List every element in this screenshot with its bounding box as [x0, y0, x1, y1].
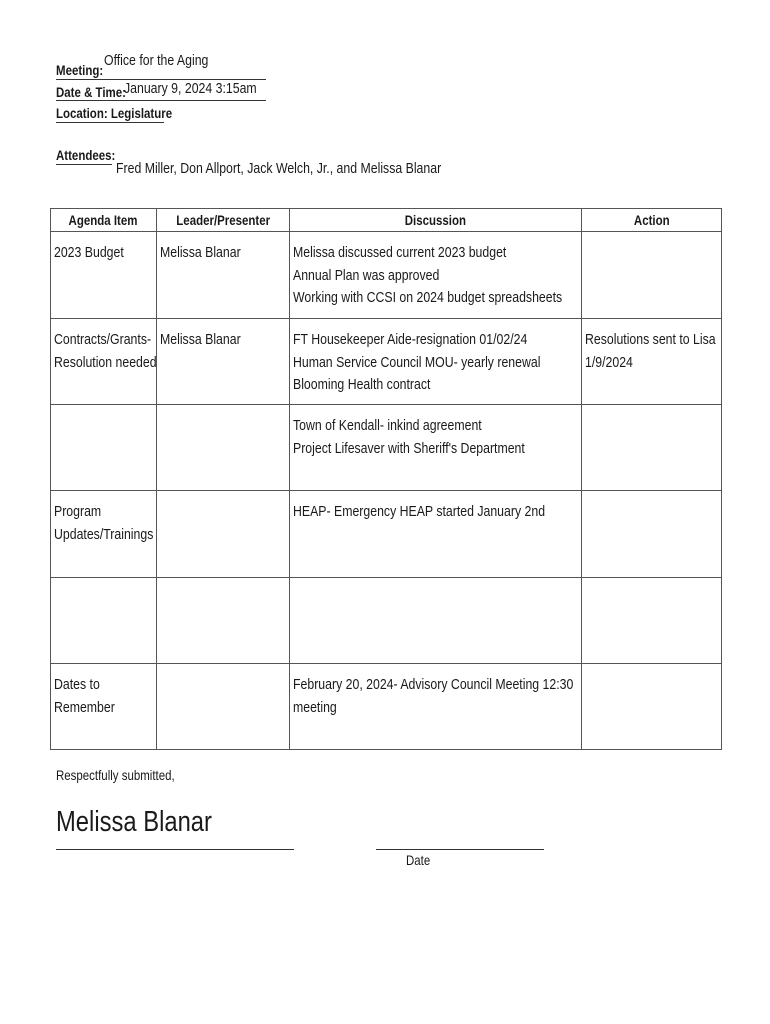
cell-line: Human Service Council MOU- yearly renewal — [293, 353, 541, 371]
leader-cell — [157, 319, 290, 405]
cell-line: Town of Kendall- inkind agreement — [293, 417, 482, 434]
table-row — [51, 491, 722, 578]
table-row — [51, 232, 722, 319]
cell-line: Melissa Blanar — [160, 244, 241, 261]
action-cell — [582, 664, 722, 750]
leader-cell — [157, 664, 290, 750]
column-header-action: Action — [582, 209, 722, 232]
leader-cell — [157, 578, 290, 664]
cell-line: Remember — [54, 698, 115, 716]
cell-line: Contracts/Grants- — [54, 331, 152, 348]
location-label: Location: Legislature — [56, 105, 173, 121]
discussion-cell — [290, 405, 582, 491]
date-line — [376, 849, 544, 850]
cell-line: Melissa Blanar — [160, 331, 241, 348]
cell-line: Dates to — [54, 676, 100, 693]
cell-line: 2023 Budget — [54, 244, 124, 261]
cell-line: Working with CCSI on 2024 budget spreadsheets — [293, 289, 563, 306]
leader-cell — [157, 405, 290, 491]
agenda-item-cell — [51, 664, 157, 750]
action-cell — [582, 491, 722, 578]
action-cell — [582, 405, 722, 491]
location-underline — [56, 122, 164, 123]
meeting-value: Office for the Aging — [104, 52, 209, 69]
cell-line: Program — [54, 503, 102, 520]
attendees-value: Fred Miller, Don Allport, Jack Welch, Jr., and Melissa Blanar — [116, 160, 442, 177]
table-row — [51, 664, 722, 750]
table-row — [51, 405, 722, 491]
cell-line: February 20, 2024- Advisory Council Meeting 12:30 — [293, 676, 574, 693]
column-header-agenda-item: Agenda Item — [51, 209, 157, 232]
agenda-item-cell — [51, 491, 157, 578]
leader-cell — [157, 232, 290, 319]
attendees-label: Attendees: — [56, 147, 116, 163]
table-row — [51, 319, 722, 405]
cell-line: 1/9/2024 — [585, 353, 633, 371]
cell-line: Annual Plan was approved — [293, 266, 440, 284]
discussion-cell — [290, 232, 582, 319]
respectfully-submitted: Respectfully submitted, — [56, 767, 175, 783]
discussion-cell — [290, 664, 582, 750]
meeting-label: Meeting: — [56, 62, 104, 78]
cell-line: Blooming Health contract — [293, 376, 431, 393]
action-cell — [582, 319, 722, 405]
agenda-table — [50, 208, 722, 750]
signature-name: Melissa Blanar — [56, 806, 212, 838]
table-header-row — [51, 209, 722, 232]
table-row — [51, 578, 722, 664]
attendees-underline — [56, 164, 112, 165]
signature-line — [56, 849, 294, 850]
cell-line: FT Housekeeper Aide-resignation 01/02/24 — [293, 331, 528, 348]
discussion-cell — [290, 491, 582, 578]
leader-cell — [157, 491, 290, 578]
datetime-value: January 9, 2024 3:15am — [124, 80, 257, 97]
cell-line: meeting — [293, 698, 337, 716]
column-header-leader: Leader/Presenter — [157, 209, 290, 232]
cell-line: Project Lifesaver with Sheriff's Department — [293, 439, 525, 457]
date-label: Date — [406, 852, 431, 868]
cell-line: Resolutions sent to Lisa — [585, 331, 716, 348]
agenda-item-cell — [51, 405, 157, 491]
agenda-item-cell — [51, 319, 157, 405]
column-header-discussion: Discussion — [290, 209, 582, 232]
agenda-item-cell — [51, 578, 157, 664]
datetime-label: Date & Time: — [56, 84, 126, 100]
discussion-cell — [290, 578, 582, 664]
datetime-underline — [56, 100, 266, 101]
cell-line: Melissa discussed current 2023 budget — [293, 244, 507, 261]
cell-line: Updates/Trainings — [54, 525, 154, 543]
agenda-item-cell — [51, 232, 157, 319]
action-cell — [582, 232, 722, 319]
action-cell — [582, 578, 722, 664]
cell-line: Resolution needed — [54, 353, 157, 371]
cell-line: HEAP- Emergency HEAP started January 2nd — [293, 503, 546, 520]
discussion-cell — [290, 319, 582, 405]
